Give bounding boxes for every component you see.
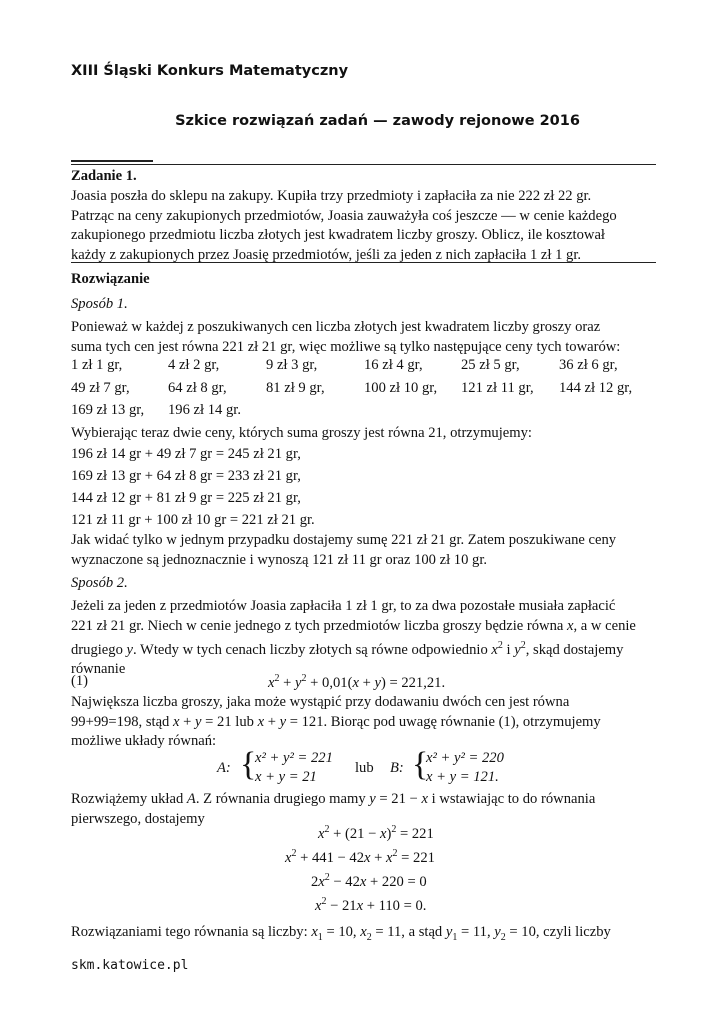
pairs-intro: Wybierając teraz dwie ceny, których suma groszy jest równa 21, otrzymujemy: <box>71 425 532 441</box>
method1-intro-line: suma tych cen jest równa 221 zł 21 gr, więc możliwe są tylko następujące ceny tych towarów: <box>71 338 621 355</box>
system-a-label: A: <box>217 760 231 776</box>
method2-line: możliwe układy równań: <box>71 733 217 749</box>
derivation-step: $x^2 + (21 - x)^2 = 221$ <box>318 824 434 842</box>
price-cell: 4 zł 2 gr, <box>168 357 220 373</box>
method2-paragraph-2 <box>71 693 656 752</box>
conclusion-line: wyznaczone są jednoznacznie i wynoszą 121 zł 11 gr oraz 100 zł 10 gr. <box>71 551 488 568</box>
price-cell: 1 zł 1 gr, <box>71 357 123 373</box>
method2-label: Sposób 2. <box>71 575 128 591</box>
text-run: , a stąd <box>401 924 446 940</box>
brace-icon: { <box>412 746 429 783</box>
text-run: Rozwiązaniami tego równania są liczby: <box>71 924 312 940</box>
method1-label: Sposób 1. <box>71 296 128 312</box>
method2-paragraph <box>71 597 656 680</box>
task-line: zakupionego przedmiotu liczba złotych jest kwadratem liczby groszy. Oblicz, ile kosztował <box>71 227 605 243</box>
price-cell: 144 zł 12 gr, <box>559 380 633 396</box>
pair-sum: 196 zł 14 gr + 49 zł 7 gr = 245 zł 21 gr, <box>71 446 301 462</box>
price-cell: 169 zł 13 gr, <box>71 402 145 418</box>
task-title: Zadanie 1. <box>71 168 137 184</box>
text-run: , czyli liczby <box>535 924 611 940</box>
price-cell: 36 zł 6 gr, <box>559 357 618 373</box>
system-or: lub <box>355 760 374 776</box>
task-text <box>71 187 656 265</box>
text-run: 221 zł 21 gr. Niech w cenie jednego z tych przedmiotów liczba groszy będzie równa <box>71 617 568 634</box>
method2-line: drugiego y. Wtedy w tych cenach liczby złotych są równe odpowiednio $x^2$ i $y^2$, skąd dostajemy <box>71 640 624 658</box>
price-cell: 121 zł 11 gr, <box>461 380 534 396</box>
method2-line: 221 zł 21 gr. Niech w cenie jednego z tych przedmiotów liczba groszy będzie równa x, a w cenie <box>71 617 636 634</box>
method1-conclusion <box>71 531 656 570</box>
equation-1: $x^2 + y^2 + 0,01(x + y) = 221,21$. <box>268 673 446 691</box>
derivation-step: $x^2 - 21x + 110 = 0$. <box>315 896 427 914</box>
pair-sum: 169 zł 13 gr + 64 zł 8 gr = 233 zł 21 gr, <box>71 468 301 484</box>
price-cell: 81 zł 9 gr, <box>266 380 325 396</box>
method2-line: Jeżeli za jeden z przedmiotów Joasia zapłaciła 1 zł 1 gr, to za dwa pozostałe musiała zapłacić <box>71 598 616 614</box>
text-run: , a w cenie <box>573 617 636 634</box>
brace-icon: { <box>240 746 257 783</box>
system-a-eq1: x² + y² = 221 <box>255 750 333 766</box>
task-line: Joasia poszła do sklepu na zakupy. Kupiła trzy przedmioty i zapłaciła za nie 222 zł 22 gr. <box>71 188 592 204</box>
text-run: i <box>502 641 515 658</box>
text-run: Rozwiążemy układ <box>71 791 187 807</box>
method2-line: Największa liczba groszy, jaka może wystąpić przy dodawaniu dwóch cen jest równa <box>71 694 570 710</box>
method2-line: 99+99=198, stąd x + y = 21 lub x + y = 121. Biorąc pod uwagę równanie (1), otrzymujemy <box>71 713 601 730</box>
price-cell: 64 zł 8 gr, <box>168 380 227 396</box>
price-cell: 25 zł 5 gr, <box>461 357 520 373</box>
pair-sum: 144 zł 12 gr + 81 zł 9 gr = 225 zł 21 gr, <box>71 490 301 506</box>
footer-url: skm.katowice.pl <box>71 958 189 973</box>
text-run: . Z równania drugiego mamy <box>195 791 370 807</box>
text-run: i wstawiając to do równania <box>427 791 596 807</box>
system-b-label: B: <box>390 760 404 776</box>
price-cell: 9 zł 3 gr, <box>266 357 318 373</box>
method2-line: pierwszego, dostajemy <box>71 810 205 827</box>
solution-title: Rozwiązanie <box>71 271 150 287</box>
price-cell: 49 zł 7 gr, <box>71 380 130 396</box>
derivation-step: $2x^2 - 42x + 220 = 0$ <box>311 872 427 890</box>
method2-paragraph-4: Rozwiązaniami tego równania są liczby: $x_1 = 10$, $x_2 = 11$, a stąd $y_1 = 11$, $y_2 = 10$, czyli liczby <box>71 924 611 943</box>
conclusion-line: Jak widać tylko w jednym przypadku dostajemy sumę 221 zł 21 gr. Zatem poszukiwane ceny <box>71 532 617 548</box>
document-subtitle: Szkice rozwiązań zadań — zawody rejonowe 2016 <box>175 113 580 129</box>
derivation-step: $x^2 + 441 - 42x + x^2 = 221$ <box>285 848 435 866</box>
text-run: lub <box>231 713 258 730</box>
task-bottom-rule <box>71 262 656 263</box>
text-run: 99+99=198, stąd <box>71 713 173 730</box>
system-b-eq1: x² + y² = 220 <box>426 750 504 766</box>
price-cell: 196 zł 14 gr. <box>168 402 241 418</box>
method1-intro-line: Ponieważ w każdej z poszukiwanych cen liczba złotych jest kwadratem liczby groszy oraz <box>71 319 601 335</box>
text-run: , skąd dostajemy <box>525 641 624 658</box>
text-run: . Wtedy w tych cenach liczby złotych są równe odpowiednio <box>133 641 492 658</box>
system-b-eq2: x + y = 121. <box>426 769 499 785</box>
pair-sum: 121 zł 11 gr + 100 zł 10 gr = 221 zł 21 gr. <box>71 512 315 528</box>
task-top-rule <box>71 164 656 165</box>
task-line: każdy z zakupionych przez Joasię przedmiotów, jeśli za jeden z nich zapłaciła 1 zł 1 gr. <box>71 246 582 263</box>
task-line: Patrząc na ceny zakupionych przedmiotów, Joasia zauważyła coś jeszcze — w cenie każdego <box>71 207 617 224</box>
equation-label: (1) <box>71 673 89 689</box>
price-cell: 16 zł 4 gr, <box>364 357 423 373</box>
task-top-rule-short <box>71 160 153 162</box>
text-run: drugiego <box>71 641 127 658</box>
price-cell: 100 zł 10 gr, <box>364 380 438 396</box>
method2-line: Rozwiążemy układ A. Z równania drugiego mamy y = 21 − x i wstawiając to do równania <box>71 791 596 807</box>
method2-line: równanie <box>71 661 126 678</box>
contest-title: XIII Śląski Konkurs Matematyczny <box>71 63 349 79</box>
system-a-eq2: x + y = 21 <box>255 769 317 785</box>
method1-intro <box>71 318 656 357</box>
text-run: . Biorąc pod uwagę równanie (1), otrzymujemy <box>323 713 601 730</box>
